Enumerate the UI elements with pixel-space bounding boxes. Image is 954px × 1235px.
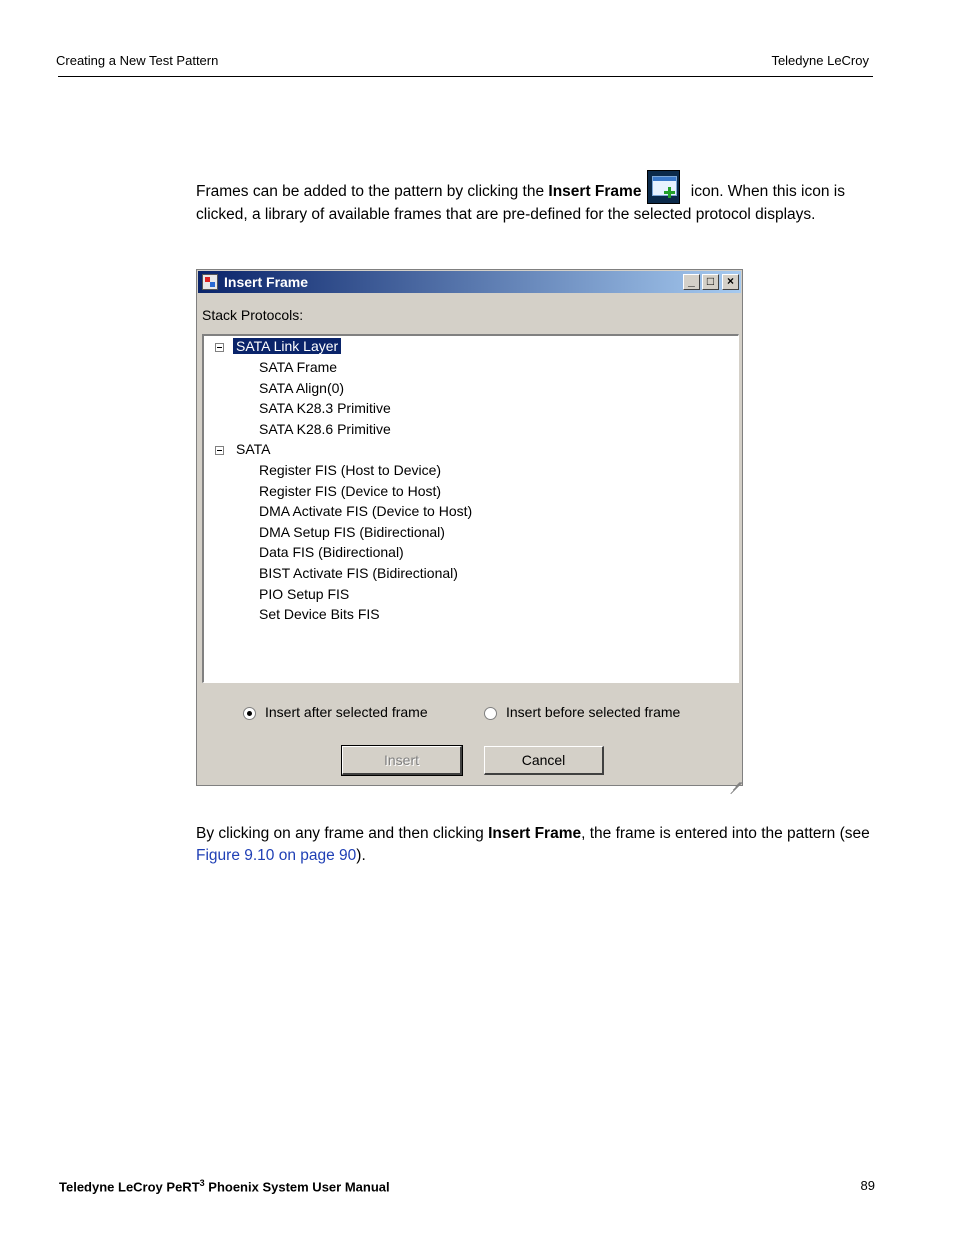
collapse-icon[interactable] xyxy=(215,446,224,455)
footer-title: Teledyne LeCroy PeRT$^3$ Phoenix System User Manual xyxy=(59,1178,390,1195)
dialog-title: Insert Frame xyxy=(224,274,309,290)
tree-group-sata-link-layer[interactable]: SATA Link Layer xyxy=(233,337,341,355)
maximize-button[interactable]: □ xyxy=(702,274,719,290)
intro-text-1: Frames can be added to the pattern by clicking the xyxy=(196,183,549,200)
outro-bold: Insert Frame xyxy=(488,825,582,842)
intro-paragraph xyxy=(196,170,876,226)
intro-bold: Insert Frame xyxy=(548,183,642,200)
figure-link[interactable]: Figure 9.10 on page 90 xyxy=(196,847,357,864)
tree-item[interactable]: Set Device Bits FIS xyxy=(259,606,380,622)
tree-item[interactable]: BIST Activate FIS (Bidirectional) xyxy=(259,565,458,581)
outro-text-1: By clicking on any frame and then clicking xyxy=(196,825,489,842)
tree-item[interactable]: SATA K28.6 Primitive xyxy=(259,421,391,437)
tree-item[interactable]: Register FIS (Host to Device) xyxy=(259,462,442,478)
tree-item[interactable]: SATA Align(0) xyxy=(259,380,345,396)
insert-frame-icon xyxy=(647,170,680,204)
running-header-left: Creating a New Test Pattern xyxy=(56,53,219,68)
collapse-icon[interactable] xyxy=(215,343,224,352)
outro-text-2: , the frame is entered into the pattern (see xyxy=(581,825,870,842)
insert-before-label[interactable]: Insert before selected frame xyxy=(506,704,681,720)
tree-item[interactable]: Register FIS (Device to Host) xyxy=(259,483,442,499)
insert-after-label[interactable]: Insert after selected frame xyxy=(265,704,428,720)
tree-item[interactable]: DMA Activate FIS (Device to Host) xyxy=(259,503,473,519)
resize-grip-icon[interactable] xyxy=(726,769,740,783)
insert-button[interactable]: Insert xyxy=(342,746,462,775)
protocol-tree[interactable] xyxy=(202,334,739,683)
minimize-button[interactable]: _ xyxy=(683,274,700,290)
insert-after-radio[interactable] xyxy=(243,707,256,720)
tree-item[interactable]: PIO Setup FIS xyxy=(259,586,350,602)
page-number: 89 xyxy=(860,1178,875,1193)
tree-item[interactable]: Data FIS (Bidirectional) xyxy=(259,544,404,560)
outro-paragraph xyxy=(196,823,876,867)
dialog-titlebar[interactable] xyxy=(198,271,741,293)
close-button[interactable]: × xyxy=(722,274,739,290)
tree-item[interactable]: SATA K28.3 Primitive xyxy=(259,400,391,416)
outro-text-3: ). xyxy=(356,847,366,864)
tree-item[interactable]: SATA Frame xyxy=(259,359,338,375)
stack-protocols-label: Stack Protocols: xyxy=(202,307,304,323)
running-header-right: Teledyne LeCroy xyxy=(771,53,869,68)
app-icon xyxy=(202,274,218,290)
header-rule xyxy=(58,76,873,77)
intro-text-2: icon. When this icon is clicked, a library of available frames that are pre-defined for the selected protocol displays. xyxy=(196,183,845,223)
insert-frame-dialog xyxy=(196,269,743,786)
cancel-button[interactable]: Cancel xyxy=(484,746,604,775)
insert-before-radio[interactable] xyxy=(484,707,497,720)
tree-group-sata[interactable]: SATA xyxy=(236,441,271,457)
tree-item[interactable]: DMA Setup FIS (Bidirectional) xyxy=(259,524,445,540)
